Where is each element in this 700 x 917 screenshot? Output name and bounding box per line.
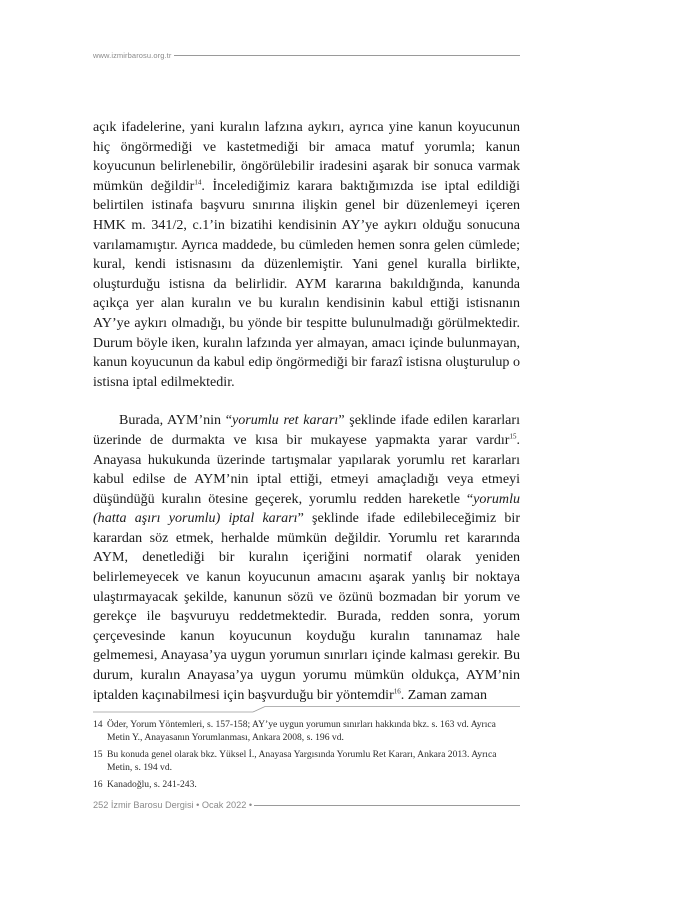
header-rule — [174, 55, 520, 56]
footnote-text: Öder, Yorum Yöntemleri, s. 157-158; AY’ye uygun yorumun sınırları hakkında bkz. s. 163 vd. Ayrıca Metin Y., Anayasanın Yorumlanması, Ankara 2008, s. 196 vd. — [107, 719, 496, 743]
footnote-number: 15 — [93, 749, 103, 761]
paragraph-2 — [93, 411, 520, 705]
footnote-ref: 14 — [194, 178, 202, 187]
footnote — [93, 749, 520, 774]
text-run: Burada, AYM’nin “ — [119, 412, 232, 429]
footnote-number: 14 — [93, 719, 103, 730]
text-run: . Zaman zaman — [400, 686, 487, 703]
body-text — [93, 118, 520, 705]
text-run: . İncelediğimiz karara baktığımızda ise iptal edildiği belirtilen istinafa başvuru sınırına ilişkin genel bir düzenlemeyi içeren HMK m. 341/2, c.1’in bizatihi kendisinin AY’ye aykırı olduğu sonucuna varılamamıştır. Ayrıca maddede, bu cümleden hemen sonra gelen cümlede; kural, kendi istisnasını da düzenlemiştir. Yani genel kuralla birlikte, oluşturduğu istisna da belirlidir. AYM kararına bakıldığında, kanunda açıkça yer alan kuralın ve bu kuralın kendisinin kabul ettiği istisnanın AY’ye aykırı olmadığı, bu yönde bir tespitte bulunulmadığı görülmektedir. Durum böyle iken, kuralın lafzında yer almayan, amacı içinde bulunmayan, kanun koyucunun da kabul edip öngörmediği bir farazî istisna oluşturulup o istisna iptal edilmektedir. — [93, 177, 520, 390]
footnote-ref: 16 — [393, 686, 401, 695]
text-run: ” şeklinde ifade edilen kararları üzerinde de durmakta ve kısa bir mukayese yapmakta yarar vardır — [93, 412, 520, 448]
footnote-text: Bu konuda genel olarak bkz. Yüksel İ., Anayasa Yargısında Yorumlu Ret Kararı, Ankara 2013. Ayrıca Metin, s. 194 vd. — [107, 749, 497, 773]
paragraph-1 — [93, 118, 520, 392]
text-run: açık ifadelerine, yani kuralın lafzına aykırı, ayrıca yine kanun koyucunun hiç öngörmediği ve kastetmediği bir amaca matuf yorumla; kanun koyucunun belirlenebilir, öngörülebilir iradesini aşarak bir sonuca varmak mümkün değildir — [93, 119, 520, 194]
footnote-ref: 15 — [509, 432, 517, 441]
footnote-separator — [93, 706, 520, 718]
footer-rule — [254, 805, 520, 806]
footnote — [93, 779, 520, 792]
footnote-number: 16 — [93, 779, 103, 791]
text-run: ” şeklinde ifade edilebileceğimiz bir karardan söz etmek, herhalde mümkün değildir. Yorumlu ret kararında AYM, denetlediği bir kuralın içeriğini normatif olarak yeniden belirlemeyecek ve kanun koyucunun amacını aşarak yanlış bir noktaya ulaştırmayacak şekilde, kanunun sözü ve özünü bozmadan bir yorum ve gerekçe ile başvuruyu reddetmektedir. Burada, redden sonra, yorum çerçevesinde kanun koyucunun koyduğu kuralın tanınamaz hale gelmemesi, Anayasa’ya uygun yorumun sınırları içinde kalması gerekir. Bu durum, kuralın Anayasa’ya uygun yorumu mümkün oldukça, AYM’nin iptalden kaçınabilmesi için başvurduğu bir yöntemdir — [93, 510, 521, 703]
italic-term: yorumlu ret kararı — [231, 412, 339, 429]
footnotes — [93, 719, 520, 797]
footer-label: 252 İzmir Barosu Dergisi • Ocak 2022 • — [93, 800, 253, 810]
text-run: . Anayasa hukukunda üzerinde tartışmalar yapılarak yorumlu ret kararları kabul edilse de AYM’nin iptal ettiği, etmeyi amaçladığı veya etmeyi düşündüğü kuralın ötesine geçerek, yorumlu redden hareketle “ — [93, 431, 520, 507]
page-header — [93, 51, 520, 60]
header-url: www.izmirbarosu.org.tr — [93, 51, 172, 60]
page-footer — [93, 800, 520, 810]
footnote-text: Kanadoğlu, s. 241-243. — [107, 779, 197, 791]
footnote — [93, 719, 520, 744]
italic-term: yorumlu (hatta aşırı yorumlu) iptal kararı — [93, 490, 520, 527]
